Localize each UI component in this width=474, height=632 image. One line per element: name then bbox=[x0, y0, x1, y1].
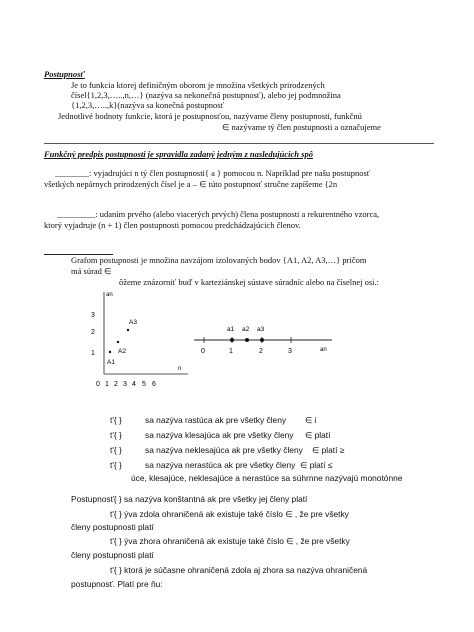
text-line: ktorý vyjadruje (n + 1) člen postupnosti pomocou predchádzajúcich členov. bbox=[44, 220, 301, 230]
x-tick: 5 bbox=[142, 381, 146, 388]
y-tick: 2 bbox=[91, 329, 95, 336]
tick-label: 2 bbox=[259, 348, 263, 355]
text-line: {1,2,3,…..,k}(nazýva sa konečná postupnosť bbox=[71, 100, 225, 110]
text-line: Je to funkcia ktorej definičným oborom je množina všetkých prirodzených bbox=[71, 80, 325, 90]
point-a2 bbox=[245, 338, 249, 342]
x-axis-label: n bbox=[178, 366, 182, 372]
def-rastuca: sa nazýva rastúca ak pre všetky členy bbox=[145, 415, 287, 425]
heading-postupnost: Postupnosť bbox=[44, 69, 85, 79]
def-zhora-ohranicena: t'{ } ýva zhora ohraničená ak existuje také číslo ∈ , že pre všetky bbox=[110, 536, 350, 546]
def-tail: ∈ i bbox=[305, 415, 317, 425]
text-line: všetkých nepárnych prirodzených čísel je a – ∈ túto postupnosť stručne zapíšeme {2n bbox=[44, 179, 338, 189]
y-tick: 1 bbox=[91, 350, 95, 357]
text-line: ∈ nazývame tý člen postupnosti a označujeme bbox=[222, 122, 381, 132]
def-zdola-cont: členy postupnosti platí bbox=[71, 522, 154, 532]
text-line: čísel{1,2,3,…..,n,…} (nazýva sa nekonečná postupnosť), alebo jej podmnožina bbox=[71, 90, 341, 100]
prefix: t'{ } bbox=[110, 430, 122, 440]
def-nerastuca: sa nazýva nerastúca ak pre všetky členy bbox=[145, 460, 296, 470]
monotone-summary: úce, klesajúce, neklesajúce a nerastúce sa súhrnne nazývajú monotónne bbox=[131, 473, 403, 483]
point-label: a3 bbox=[257, 326, 265, 333]
def-tail: ∈ platí bbox=[305, 430, 331, 440]
number-line-graph bbox=[190, 318, 340, 358]
point-label: A3 bbox=[129, 319, 137, 326]
cartesian-graph bbox=[90, 286, 190, 394]
def-tail: ∈ platí ≤ bbox=[300, 460, 333, 470]
axis-label: an bbox=[320, 347, 327, 353]
point-a1 bbox=[109, 351, 111, 353]
x-tick: 3 bbox=[123, 381, 127, 388]
y-axis-label: an bbox=[106, 292, 113, 298]
prefix: t'{ } bbox=[110, 445, 122, 455]
tick-label: 1 bbox=[229, 348, 233, 355]
tick-label: 3 bbox=[288, 348, 292, 355]
text-line: ôžeme znázorniť buď v karteziánskej sústave súradníc alebo na číselnej osi.: bbox=[119, 277, 380, 287]
point-a2 bbox=[117, 341, 119, 343]
text-line: _________: udaním prvého (alebo viacerých prvých) člena postupnosti a rekurentného vzorca, bbox=[57, 209, 380, 219]
def-neklesajuca: sa nazýva neklesajúca ak pre všetky členy bbox=[145, 445, 303, 455]
text-line: má súrad ∈ bbox=[71, 266, 112, 276]
heading-funkcny-predpis: Funkčný predpis postupnosti je spravidla zadaný jedným z nasledujúcich spô bbox=[44, 149, 313, 159]
point-a3 bbox=[127, 329, 129, 331]
point-label: a2 bbox=[242, 326, 250, 333]
x-tick: 2 bbox=[114, 381, 118, 388]
x-tick: 6 bbox=[152, 381, 156, 388]
text-line: Jednotlivé hodnoty funkcie, ktorá je postupnosťou, nazývame členy postupnosti, funkčnú bbox=[58, 111, 362, 121]
prefix: t'{ } bbox=[110, 415, 122, 425]
def-tail: ∈ platí ≥ bbox=[312, 445, 345, 455]
def-zdola-ohranicena: t'{ } ýva zdola ohraničená ak existuje také číslo ∈ , že pre všetky bbox=[110, 509, 349, 519]
x-tick: 1 bbox=[105, 381, 109, 388]
tick-label: 0 bbox=[201, 348, 205, 355]
def-ohranicena-cont: postupnosť. Platí pre ňu: bbox=[71, 579, 163, 589]
point-a1 bbox=[230, 338, 234, 342]
x-tick: 0 bbox=[96, 381, 100, 388]
def-klesajuca: sa nazýva klesajúca ak pre všetky členy bbox=[145, 430, 294, 440]
prefix: t'{ } bbox=[110, 460, 122, 470]
point-label: A2 bbox=[118, 348, 126, 355]
def-zhora-cont: členy postupnosti platí bbox=[71, 550, 154, 560]
text-line: Grafom postupnosti je množina navzájom izolovaných bodov {A1, A2, A3,…} pričom bbox=[71, 255, 367, 265]
y-tick: 3 bbox=[91, 312, 95, 319]
x-tick: 4 bbox=[132, 381, 136, 388]
def-ohranicena: t'{ } ktorá je súčasne ohraničená zdola aj zhora sa nazýva ohraničená bbox=[110, 565, 368, 575]
point-label: a1 bbox=[227, 326, 235, 333]
text-line: ________: vyjadrujúci n tý člen postupnosti{ a } pomocou n. Napríklad pre našu postupnosť bbox=[55, 168, 371, 178]
point-a3 bbox=[260, 338, 264, 342]
divider bbox=[44, 143, 434, 144]
point-label: A1 bbox=[107, 359, 115, 366]
def-konstantna: Postupnosť{ } sa nazýva konštantná ak pre všetky jej členy platí bbox=[71, 494, 308, 504]
